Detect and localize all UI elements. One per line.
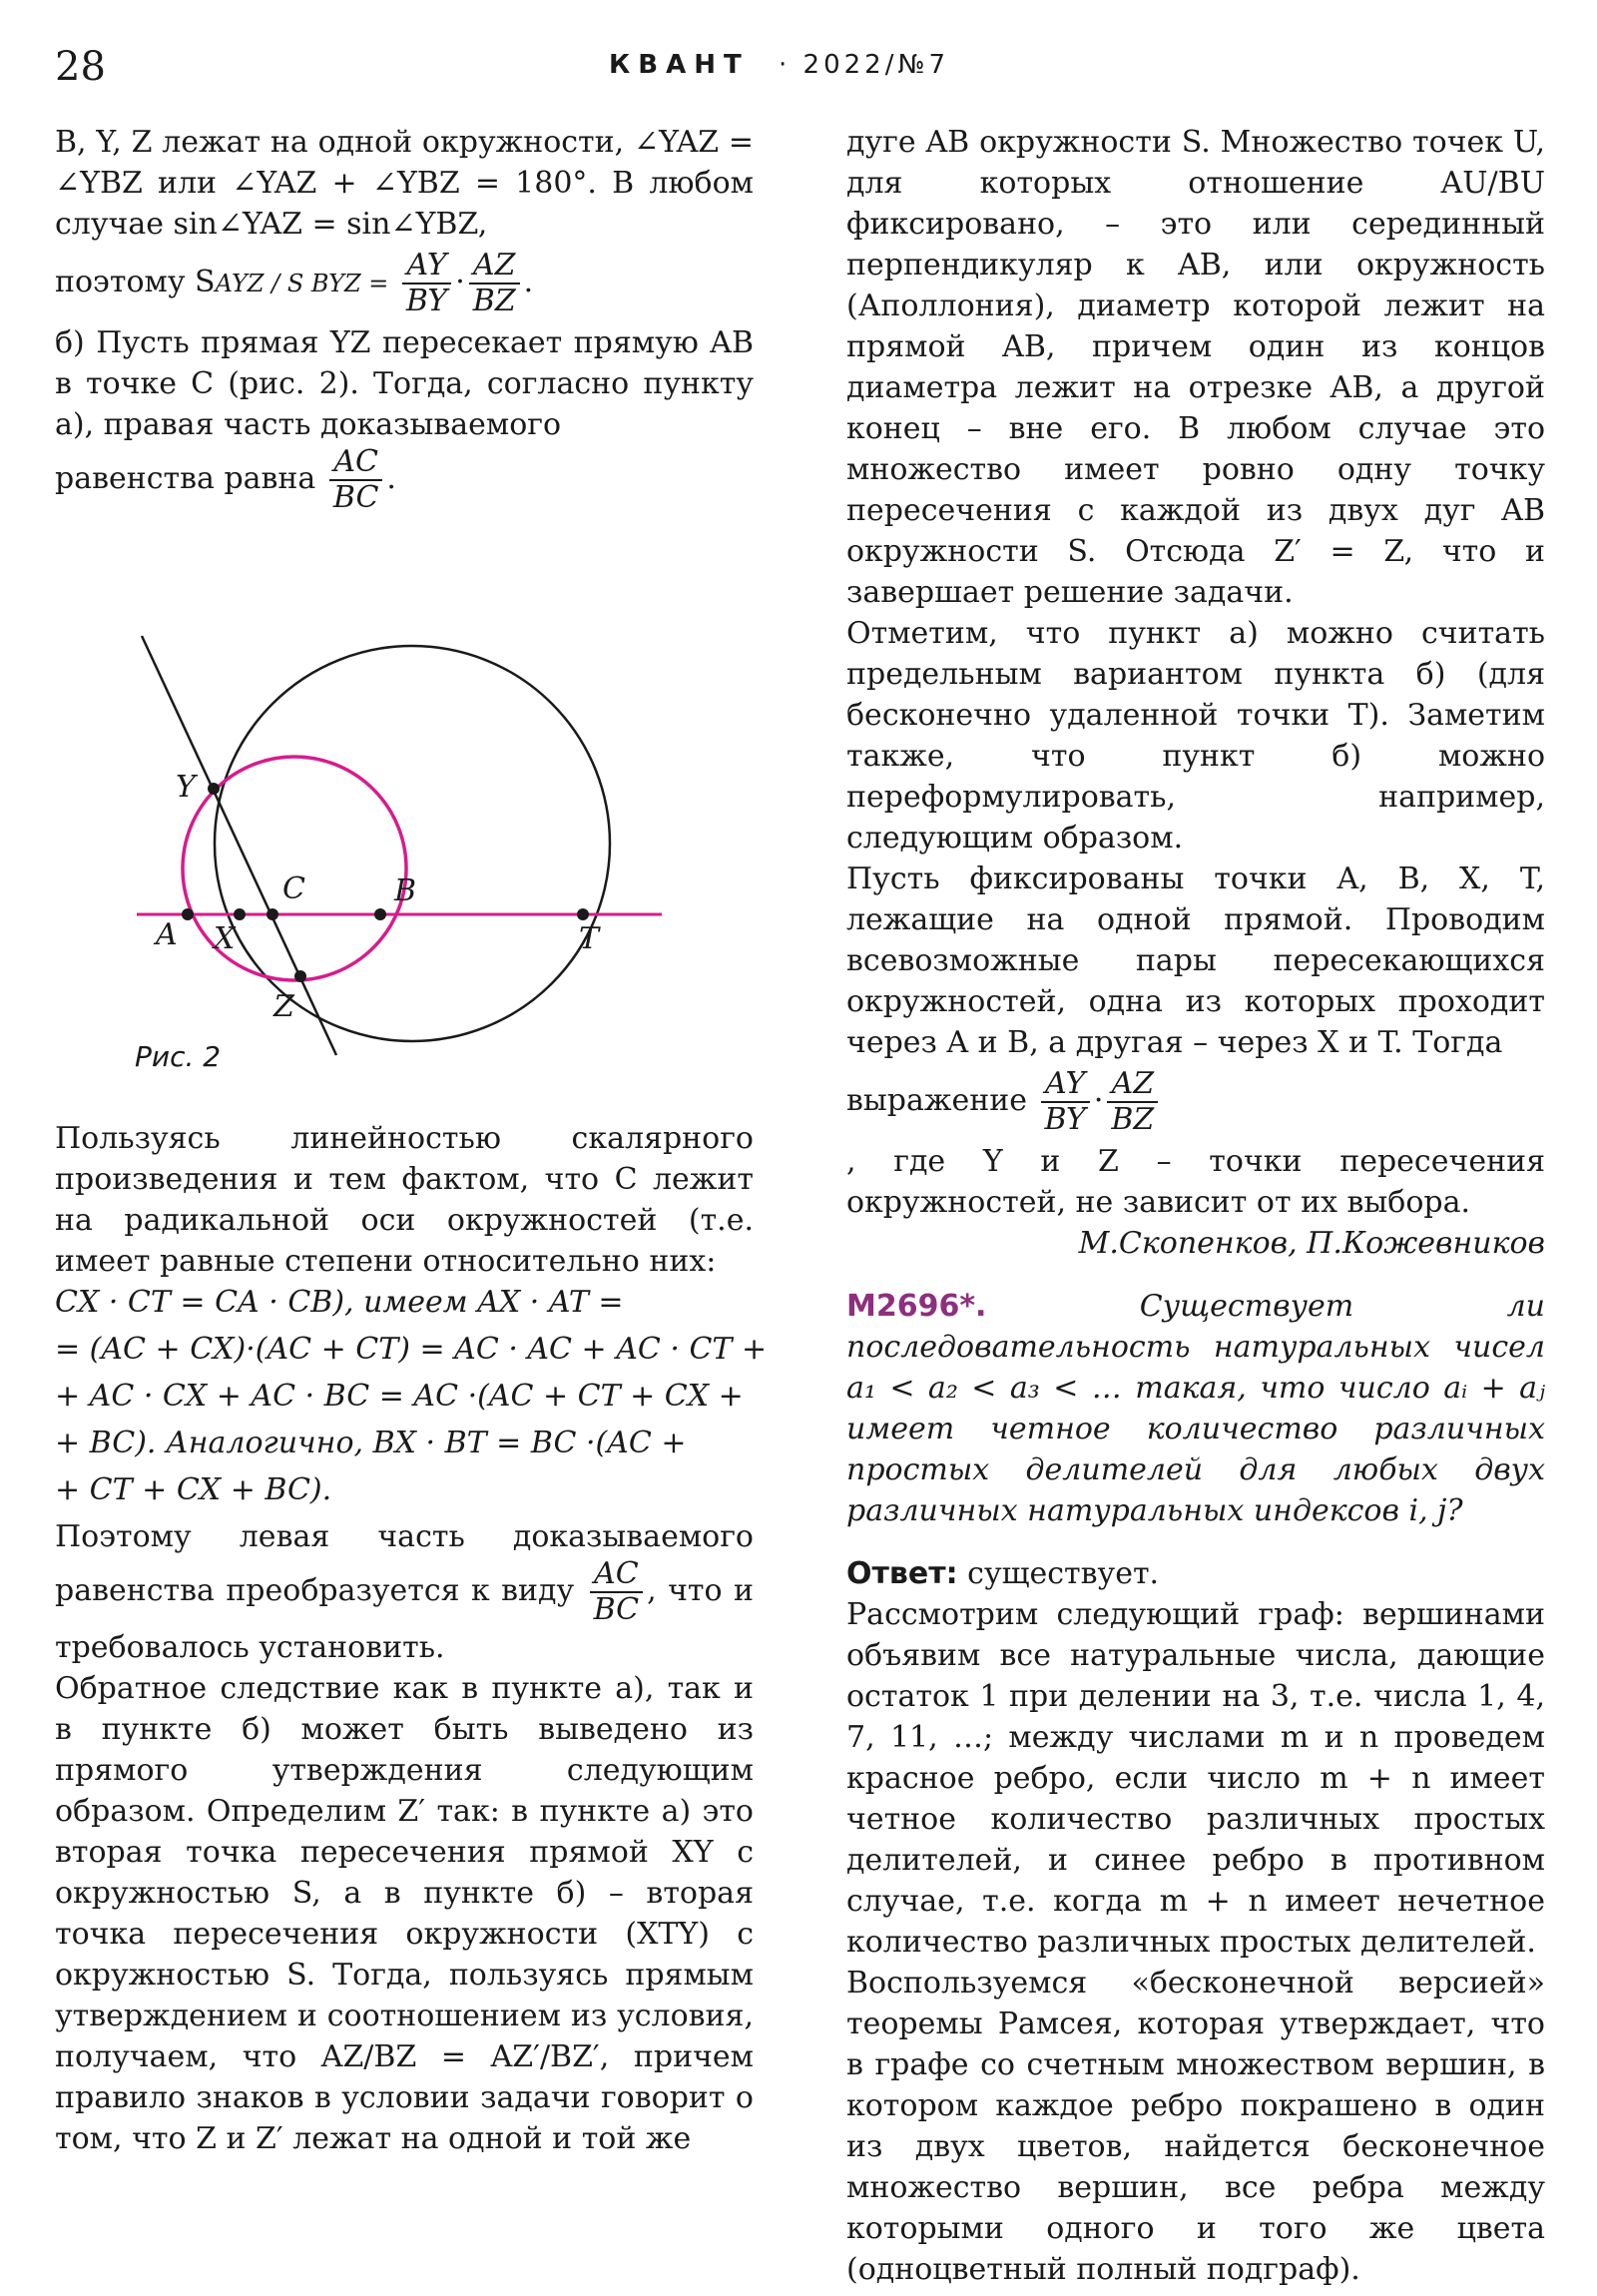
line-yz — [142, 636, 336, 1055]
equation-line: + BC). Аналогично, BX · BT = BC ·(AC + — [55, 1426, 687, 1460]
label-y: Y — [176, 770, 196, 805]
paragraph — [55, 1516, 754, 1668]
fraction-numerator: AZ — [1107, 1067, 1158, 1103]
paragraph: б) Пусть прямая YZ пересекает прямую AB в точке C (рис. 2). Тогда, согласно пункту а), правая часть доказываемого — [55, 325, 754, 442]
formula-text: AYZ / S BYZ = — [215, 270, 389, 297]
fraction-numerator: AZ — [469, 249, 520, 285]
fraction-ay-by — [1041, 1067, 1090, 1137]
fraction-denominator: BZ — [1111, 1102, 1155, 1137]
paragraph-text: , что и требовалось установить. — [55, 1573, 754, 1665]
figure-caption: Рис. 2 — [135, 1040, 222, 1073]
ratio-text: равенства равна — [55, 461, 316, 496]
figure-2-diagram — [110, 609, 689, 1078]
paragraph: Воспользуемся «бесконечной версией» теоремы Рамсея, которая утверждает, что в графе со счетным множеством вершин, в котором каждое ребро покрашено в один из двух цветов, найдется бесконечное множество вершин, все ребра между которыми одного и того же цвета (одноцветный полный подграф). — [846, 1966, 1545, 2287]
point-y — [208, 783, 220, 795]
equation-line: + AC · CX + AC · BC = AC ·(AC + CT + CX + — [55, 1379, 744, 1414]
area-ratio-formula: поэтому SAYZ / S BYZ = $\frac{AY}{BY}$ · $\frac{AZ}{BZ}$ . — [55, 248, 534, 318]
problem-code: М2696*. — [846, 1289, 987, 1324]
paragraph: , где Y и Z – точки пересечения окружностей, не зависит от их выбора. — [846, 1144, 1545, 1220]
paragraph: Пользуясь линейностью скалярного произведения и тем фактом, что C лежит на радикальной оси окружностей (т.е. имеет равные степени относительно них: — [55, 1121, 754, 1279]
fraction-numerator: AC — [590, 1557, 644, 1593]
label-b: B — [394, 873, 417, 908]
label-t: T — [579, 921, 600, 956]
point-b — [374, 908, 386, 920]
fraction-denominator: BY — [1044, 1102, 1086, 1137]
paragraph: Обратное следствие как в пункте а), так и в пункте б) может быть выведено из прямого утверждения следующим образом. Определим Z′ так: в пункте а) это вторая точка пересечения прямой XY с окружностью S, а в пункте б) – вторая точка пересечения окружности (XTY) с окружностью S. Тогда, пользуясь прямым утверждением и соотношением из условия, получаем, что AZ/BZ = AZ′/BZ′, причем правило знаков в условии задачи говорит о том, что Z и Z′ лежат на одной и той же — [55, 1671, 754, 2156]
right-column — [846, 122, 1545, 2290]
formula-prefix: поэтому S — [55, 265, 216, 299]
signature: М.Скопенков, П.Кожевников — [1078, 1226, 1545, 1261]
ratio-line: равенства равна $\frac{AC}{BC}$ . — [55, 444, 396, 515]
paragraph-text: Поэтому левая часть доказываемого равенства преобразуется к виду — [55, 1519, 754, 1608]
equation-line: CX · CT = CA · CB), имеем AX · AT = — [55, 1285, 624, 1320]
problem-statement — [846, 1286, 1545, 1531]
label-a: A — [156, 917, 178, 952]
answer-text: существует. — [967, 1556, 1160, 1591]
fraction-ac-bc — [590, 1557, 644, 1627]
fraction-ac-bc — [329, 445, 383, 515]
left-column-bottom — [55, 1118, 768, 2159]
paragraph: B, Y, Z лежат на одной окружности, ∠YAZ = ∠YBZ или ∠YAZ + ∠YBZ = 180°. В любом случае sin∠YAZ = sin∠YBZ, — [55, 125, 754, 242]
circle-s — [215, 646, 610, 1041]
issue-number: · 2022/№7 — [779, 50, 950, 80]
fraction-denominator: BC — [332, 480, 379, 515]
journal-title: КВАНТ — [609, 50, 750, 80]
fraction-denominator: BC — [593, 1592, 640, 1627]
fraction-ay-by — [402, 249, 451, 318]
paragraph: Отметим, что пункт а) можно считать предельным вариантом пункта б) (для бесконечно удаленной точки T). Заметим также, что пункт б) можно переформулировать, например, следующим образом. — [846, 616, 1545, 856]
fraction-numerator: AC — [329, 445, 383, 481]
point-t — [577, 908, 589, 920]
label-z: Z — [273, 989, 294, 1024]
label-x: X — [214, 921, 236, 956]
expression-line: выражение $\frac{AY}{BY}$ · $\frac{AZ}{BZ}$ — [846, 1067, 1545, 1137]
expression-prefix: выражение — [846, 1083, 1027, 1118]
fraction-denominator: BY — [405, 284, 448, 318]
answer — [846, 1553, 1545, 1594]
fraction-az-bz — [1107, 1067, 1158, 1137]
point-z — [294, 970, 306, 982]
paragraph: дуге AB окружности S. Множество точек U, для которых отношение AU/BU фиксировано, – это или серединный перпендикуляр к AB, или окружность (Аполлония), диаметр которой лежит на прямой AB, причем один из концов диаметра лежит на отрезке AB, а другой конец – вне его. В любом случае это множество имеет ровно одну точку пересечения с каждой из двух дуг AB окружности S. Отсюда Z′ = Z, что и завершает решение задачи. — [846, 125, 1545, 610]
left-column-top — [55, 122, 754, 515]
label-c: C — [282, 871, 305, 906]
answer-label: Ответ: — [846, 1556, 958, 1591]
fraction-denominator: BZ — [472, 284, 516, 318]
paragraph: Пусть фиксированы точки A, B, X, T, лежащие на одной прямой. Проводим всевозможные пары пересекающихся окружностей, одна из которых проходит через A и B, а другая – через X и T. Тогда — [846, 861, 1545, 1060]
paragraph: Рассмотрим следующий граф: вершинами объявим все натуральные числа, дающие остаток 1 при делении на 3, т.е. числа 1, 4, 7, 11, …; между числами m и n проведем красное ребро, если число m + n имеет четное количество различных простых делителей, и синее ребро в противном случае, т.е. когда m + n имеет нечетное количество различных простых делителей. — [846, 1597, 1545, 1960]
problem-text: Существует ли последовательность натуральных чисел a₁ < a₂ < a₃ < … такая, что число aᵢ + aⱼ имеет четное количество различных простых делителей для любых двух различных натуральных индексов i, j? — [846, 1289, 1545, 1528]
point-x — [234, 908, 246, 920]
page-number: 28 — [55, 44, 106, 90]
fraction-numerator: AY — [1041, 1067, 1090, 1103]
equation-line: + CT + CX + BC). — [55, 1472, 332, 1507]
fraction-az-bz — [469, 249, 520, 318]
equation-line: = (AC + CX)·(AC + CT) = AC · AC + AC · CT + — [55, 1332, 768, 1367]
point-c — [266, 908, 278, 920]
fraction-numerator: AY — [402, 249, 451, 285]
point-a — [182, 908, 194, 920]
